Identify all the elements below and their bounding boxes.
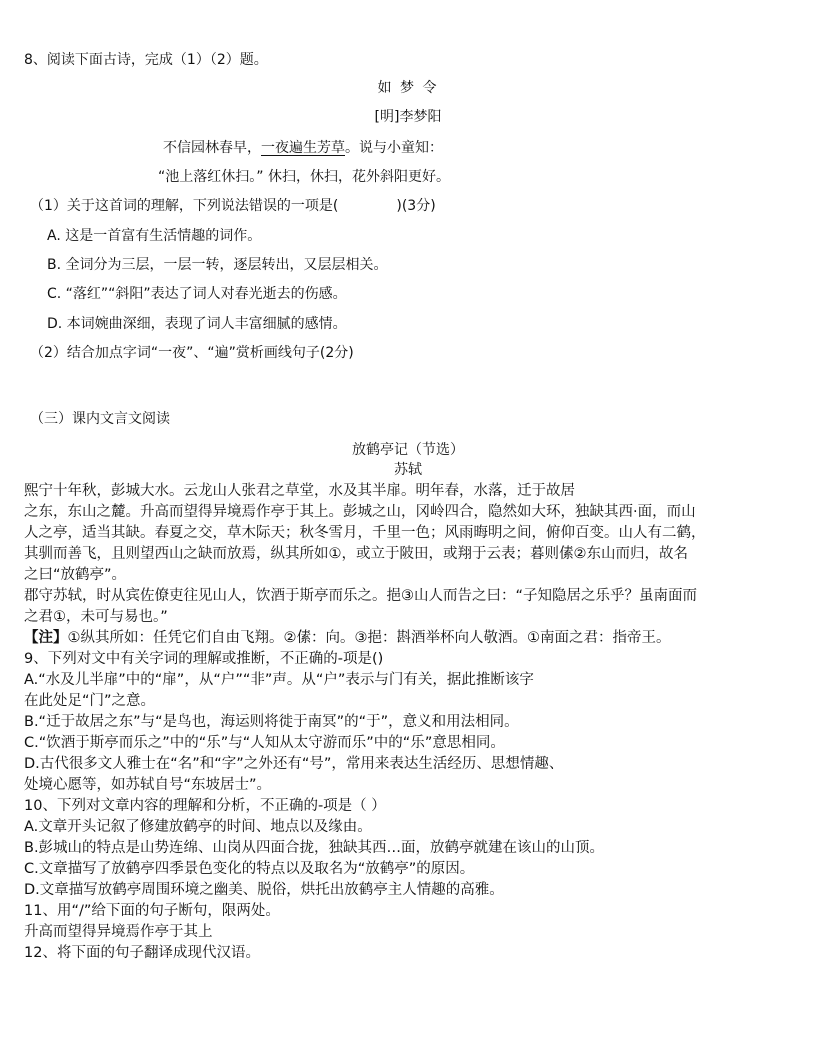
q8-option-a: A. 这是一首富有生活情趣的词作。 <box>47 228 262 244</box>
essay-line: 之曰“放鹤亭”。 <box>24 567 127 583</box>
essay-line: 人之亭，适当其缺。春夏之交，草木际天；秋冬雪月，千里一色；风雨晦明之间，俯仰百变。山人有二鹤， <box>24 525 706 541</box>
q10-stem: 10、下列对文章内容的理解和分析，不正确的-项是（ ） <box>24 798 386 814</box>
poem-line-1 <box>163 138 443 158</box>
essay-line: 之君①，未可与易也。” <box>24 609 168 625</box>
poem-line-2: “池上落红休扫。” 休扫，休扫，花外斜阳更好。 <box>158 169 450 185</box>
essay-line: 之东，东山之麓。升高而望得异境焉作亭于其上。彭城之山，冈岭四合，隐然如大环，独缺其西·面，而山 <box>24 504 696 520</box>
essay-line: 熙宁十年秋，彭城大水。云龙山人张君之草堂，水及其半扉。明年春，水落，迁于故居 <box>24 483 575 499</box>
q9-stem: 9、下列对文中有关字词的理解或推断，不正确的-项是() <box>24 651 384 667</box>
poem-title: 如 梦 令 <box>377 80 439 96</box>
q9-option-d: D.古代很多文人雅士在“名”和“字”之外还有“号”，常用来表达生活经历、思想情趣、 <box>24 756 564 772</box>
q11-stem: 11、用“/”给下面的句子断句，限两处。 <box>24 903 280 919</box>
q10-option-b: B.彭城山的特点是山势连绵、山岗从四面合拢，独缺其西…面，放鹤亭就建在该山的山顶。 <box>24 840 605 856</box>
note-label: 【注】 <box>24 630 68 646</box>
q9-option-b: B.“迁于故居之东”与“是鸟也，海运则将徙于南冥”的“于”，意义和用法相同。 <box>24 714 519 730</box>
q8-option-c: C. “落红”“斜阳”表达了词人对春光逝去的伤感。 <box>47 286 347 302</box>
poem-line-1-underlined: 一夜遍生芳草 <box>261 140 345 156</box>
q10-option-d: D.文章描写放鹤亭周围环境之幽美、脱俗，烘托出放鹤亭主人情趣的高雅。 <box>24 882 504 898</box>
essay-title: 放鹤亭记（节选） <box>352 442 464 458</box>
section-heading: （三）课内文言文阅读 <box>30 411 170 427</box>
q11-sentence: 升高而望得异境焉作亭于其上 <box>24 924 213 940</box>
poem-author: [明]李梦阳 <box>374 109 442 125</box>
q9-option-d-cont: 处境心愿等，如苏轼自号“东坡居士”。 <box>24 777 272 793</box>
q8-intro: 8、阅读下面古诗，完成（1）（2）题。 <box>24 52 268 68</box>
note-text: ①纵其所如：任凭它们自由飞翔。②傃：向。③挹：斟酒举杯向人敬酒。①南面之君：指帝王。 <box>67 630 671 646</box>
q9-option-a: A.“水及儿半扉”中的“扉”，从“户”“非”声。从“户”表示与门有关，据此推断该字 <box>24 672 534 688</box>
q8-sub2: （2）结合加点字词“一夜”、“遍”赏析画线句子(2分) <box>30 345 354 361</box>
q8-sub1-stem-b: )(3分) <box>396 198 436 214</box>
q9-option-a-cont: 在此处足“门”之意。 <box>24 693 156 709</box>
q8-option-b: B. 全词分为三层，一层一转，逐层转出，又层层相关。 <box>47 257 388 273</box>
q10-option-a: A.文章开头记叙了修建放鹤亭的时间、地点以及缘由。 <box>24 819 372 835</box>
essay-author: 苏轼 <box>394 462 422 478</box>
q9-option-c: C.“饮酒于斯亭而乐之”中的“乐”与“人知从太守游而乐”中的“乐”意思相同。 <box>24 735 505 751</box>
q12-stem: 12、将下面的句子翻译成现代汉语。 <box>24 945 260 961</box>
essay-line: 其驯而善飞，且则望西山之缺而放焉，纵其所如①，或立于陂田，或翔于云表；暮则傃②东山而归，故名 <box>24 546 688 562</box>
q8-sub1-stem <box>30 196 436 216</box>
q8-sub1-stem-a: （1）关于这首词的理解，下列说法错误的一项是( <box>30 198 339 214</box>
essay-line: 郡守苏轼，时从宾佐僚吏往见山人，饮酒于斯亭而乐之。挹③山人而告之曰：“子知隐居之乐乎？虽南面而 <box>24 588 698 604</box>
q8-option-d: D. 本词婉曲深细，表现了词人丰富细腻的感情。 <box>47 316 347 332</box>
essay-note <box>24 628 671 648</box>
poem-line-1-post: 。说与小童知： <box>345 140 443 156</box>
q10-option-c: C.文章描写了放鹤亭四季景色变化的特点以及取名为“放鹤亭”的原因。 <box>24 861 475 877</box>
poem-line-1-pre: 不信园林春早， <box>163 140 261 156</box>
